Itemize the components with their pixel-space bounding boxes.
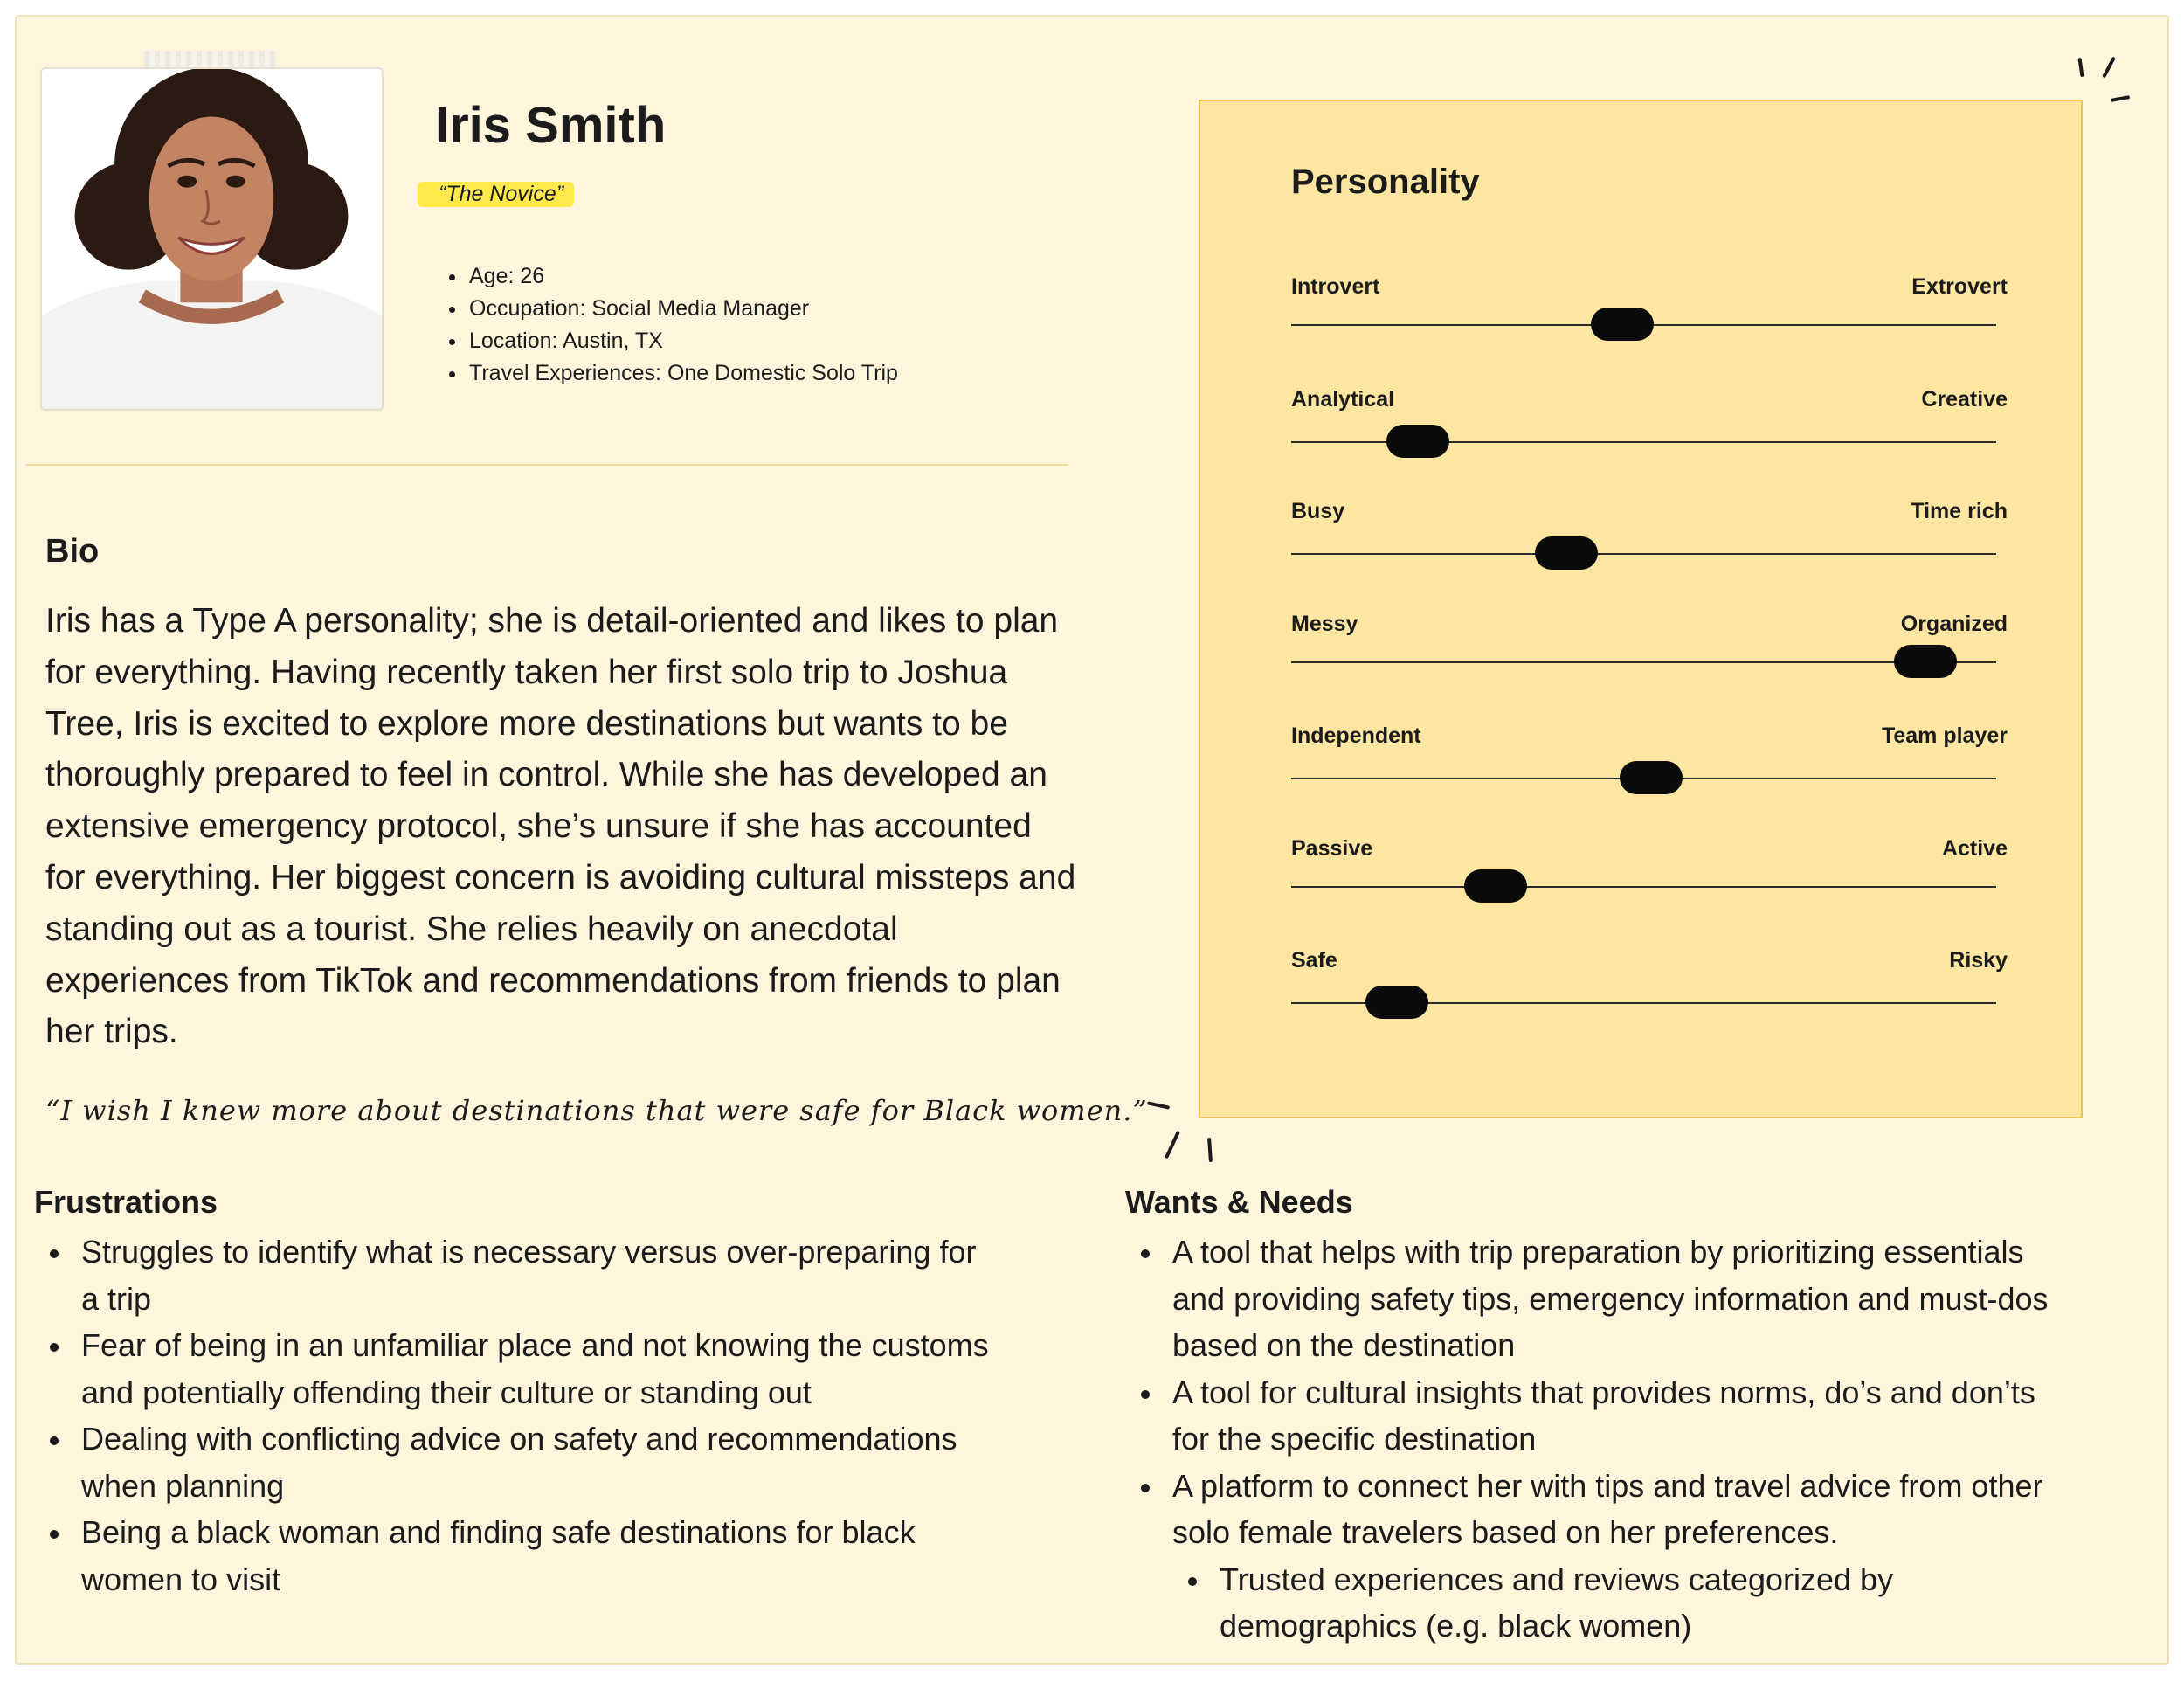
trait-knob — [1464, 869, 1527, 903]
trait-right-label: Risky — [1949, 948, 2008, 973]
bio-heading: Bio — [45, 533, 100, 570]
trait-track — [1291, 886, 1996, 888]
frustration-item: Being a black woman and finding safe destinations for black women to visit — [34, 1509, 995, 1602]
trait-knob — [1365, 986, 1428, 1019]
section-divider — [26, 464, 1068, 466]
fact-occupation: Occupation: Social Media Manager — [446, 293, 898, 325]
trait-knob — [1591, 308, 1654, 341]
want-sub-item: Trusted experiences and reviews categorized by demographics (e.g. black women) — [1125, 1556, 2060, 1650]
trait-slider-safe — [1291, 948, 2008, 1035]
persona-quote: “I wish I knew more about destinations that were safe for Black women.” — [45, 1094, 1148, 1127]
trait-knob — [1386, 425, 1449, 458]
fact-location: Location: Austin, TX — [446, 325, 898, 357]
portrait-illustration — [42, 69, 382, 409]
trait-right-label: Organized — [1900, 611, 2008, 636]
frustration-item: Fear of being in an unfamiliar place and not knowing the customs and potentially offending their culture or standing out — [34, 1322, 995, 1416]
persona-tagline: “The Novice” — [418, 182, 574, 207]
trait-track — [1291, 553, 1996, 555]
trait-right-label: Active — [1941, 835, 2008, 861]
trait-track — [1291, 661, 1996, 663]
trait-left-label: Analytical — [1291, 386, 1395, 412]
want-item: A tool that helps with trip preparation by prioritizing essentials and providing safety tips, emergency information and must-dos based on the destination — [1125, 1229, 2060, 1369]
trait-left-label: Introvert — [1291, 274, 1380, 299]
trait-slider-busy — [1291, 499, 2008, 586]
trait-right-label: Team player — [1881, 723, 2008, 748]
trait-left-label: Independent — [1291, 723, 1421, 748]
want-item: A tool for cultural insights that provides norms, do’s and don’ts for the specific destination — [1125, 1369, 2060, 1463]
trait-slider-introvert — [1291, 274, 2008, 362]
trait-right-label: Creative — [1921, 386, 2008, 412]
persona-photo — [40, 67, 384, 411]
trait-right-label: Extrovert — [1911, 274, 2008, 299]
trait-knob — [1894, 645, 1957, 678]
trait-left-label: Safe — [1291, 948, 1337, 973]
want-item: A platform to connect her with tips and travel advice from other solo female travelers based on her preferences. — [1125, 1463, 2060, 1556]
wants-needs-heading: Wants & Needs — [1125, 1184, 1353, 1220]
fact-age: Age: 26 — [446, 260, 898, 293]
trait-knob — [1620, 761, 1683, 794]
trait-slider-messy — [1291, 612, 2008, 699]
frustration-item: Struggles to identify what is necessary versus over-preparing for a trip — [34, 1229, 995, 1322]
personality-title: Personality — [1291, 163, 1480, 201]
frustrations-heading: Frustrations — [34, 1184, 218, 1220]
trait-left-label: Busy — [1291, 499, 1345, 523]
fact-travel-experience: Travel Experiences: One Domestic Solo Trip — [446, 357, 898, 390]
frustrations-list — [34, 1229, 995, 1602]
trait-slider-independent — [1291, 723, 2008, 811]
personality-panel — [1199, 100, 2083, 1118]
frustration-item: Dealing with conflicting advice on safety and recommendations when planning — [34, 1416, 995, 1509]
trait-slider-analytical — [1291, 387, 2008, 474]
trait-left-label: Messy — [1291, 611, 1358, 636]
wants-needs-list — [1125, 1229, 2060, 1650]
trait-slider-passive — [1291, 836, 2008, 924]
persona-name: Iris Smith — [435, 97, 667, 154]
persona-facts — [446, 260, 898, 390]
trait-knob — [1535, 536, 1598, 570]
trait-right-label: Time rich — [1911, 499, 2008, 523]
trait-left-label: Passive — [1291, 835, 1373, 861]
bio-text: Iris has a Type A personality; she is detail-oriented and likes to plan for everything. Having recently taken her first solo trip to Joshua Tree, Iris is excited to explore more destinations but wants to be thoroughly prepared to feel in control. While she has developed an extensive emergency protocol, she’s unsure if she has accounted for everything. Her biggest concern is avoiding cultural missteps and standing out as a tourist. She relies heavily on anecdotal experiences from TikTok and recommendations from friends to plan her trips. — [45, 602, 1076, 1051]
